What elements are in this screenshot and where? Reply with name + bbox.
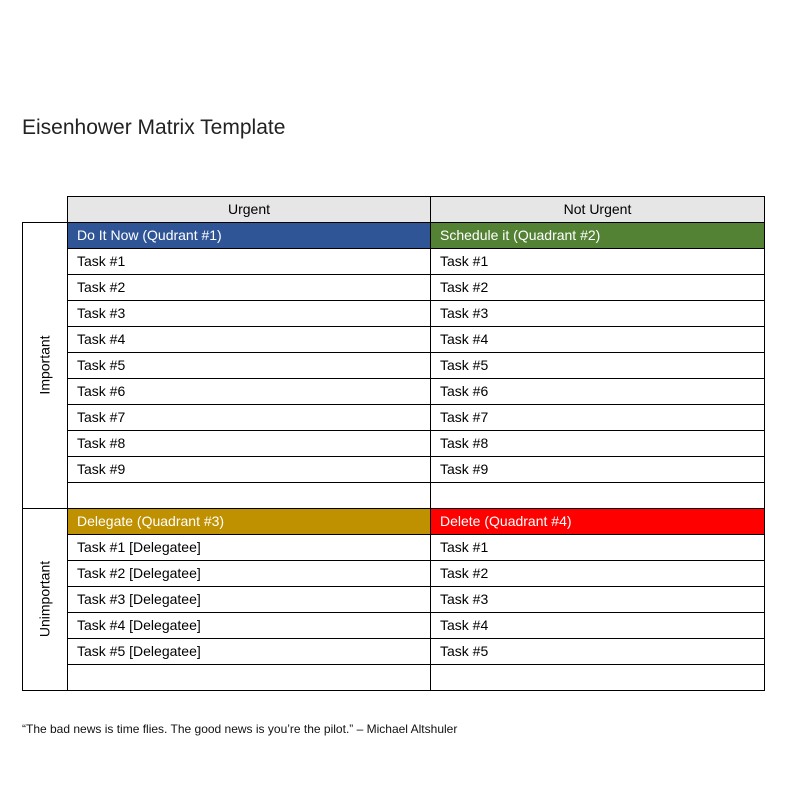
page-title: Eisenhower Matrix Template <box>22 116 286 139</box>
q3-task[interactable]: Task #3 [Delegatee] <box>68 586 431 612</box>
quadrant-header-row-bottom <box>23 508 765 534</box>
q1-task[interactable]: Task #6 <box>68 378 431 404</box>
table-row <box>23 534 765 560</box>
row-label-unimportant: Unimportant <box>36 560 53 638</box>
q1-task[interactable]: Task #3 <box>68 300 431 326</box>
quadrant-1-header: Do It Now (Qudrant #1) <box>68 222 431 248</box>
q2-task[interactable]: Task #7 <box>431 404 765 430</box>
table-row <box>23 274 765 300</box>
q4-task[interactable]: Task #5 <box>431 638 765 664</box>
q1-task[interactable]: Task #2 <box>68 274 431 300</box>
q2-task[interactable]: Task #4 <box>431 326 765 352</box>
quote-text: “The bad news is time flies. The good news is you’re the pilot.” – Michael Altshuler <box>22 722 458 736</box>
q2-task[interactable]: Task #8 <box>431 430 765 456</box>
table-row-empty <box>23 482 765 508</box>
row-label-important: Important <box>36 335 53 395</box>
table-row <box>23 586 765 612</box>
q1-task[interactable]: Task #5 <box>68 352 431 378</box>
q2-task[interactable]: Task #2 <box>431 274 765 300</box>
table-row <box>23 456 765 482</box>
q4-task[interactable]: Task #2 <box>431 560 765 586</box>
q3-task[interactable]: Task #5 [Delegatee] <box>68 638 431 664</box>
quadrant-2-header: Schedule it (Quadrant #2) <box>431 222 765 248</box>
quadrant-header-row-top <box>23 222 765 248</box>
q4-empty-cell[interactable] <box>431 664 765 690</box>
row-header-important <box>23 222 68 508</box>
table-row <box>23 430 765 456</box>
q3-task[interactable]: Task #4 [Delegatee] <box>68 612 431 638</box>
table-row <box>23 326 765 352</box>
q4-task[interactable]: Task #4 <box>431 612 765 638</box>
table-row <box>23 378 765 404</box>
row-header-unimportant <box>23 508 68 690</box>
column-header-not-urgent: Not Urgent <box>431 197 765 223</box>
table-row-empty <box>23 664 765 690</box>
q3-task[interactable]: Task #1 [Delegatee] <box>68 534 431 560</box>
q4-task[interactable]: Task #3 <box>431 586 765 612</box>
quadrant-4-header: Delete (Quadrant #4) <box>431 508 765 534</box>
quadrant-3-header: Delegate (Quadrant #3) <box>68 508 431 534</box>
q2-task[interactable]: Task #5 <box>431 352 765 378</box>
q1-task[interactable]: Task #1 <box>68 248 431 274</box>
eisenhower-matrix <box>22 196 765 691</box>
q1-task[interactable]: Task #7 <box>68 404 431 430</box>
table-row <box>23 300 765 326</box>
table-row <box>23 638 765 664</box>
table-row <box>23 248 765 274</box>
column-header-urgent: Urgent <box>68 197 431 223</box>
q3-task[interactable]: Task #2 [Delegatee] <box>68 560 431 586</box>
q2-task[interactable]: Task #9 <box>431 456 765 482</box>
q2-task[interactable]: Task #1 <box>431 248 765 274</box>
header-row <box>23 197 765 223</box>
q3-empty-cell[interactable] <box>68 664 431 690</box>
q1-task[interactable]: Task #9 <box>68 456 431 482</box>
table-row <box>23 404 765 430</box>
table-row <box>23 612 765 638</box>
q1-task[interactable]: Task #4 <box>68 326 431 352</box>
q1-empty-cell[interactable] <box>68 482 431 508</box>
q2-task[interactable]: Task #3 <box>431 300 765 326</box>
matrix-table <box>22 196 765 691</box>
corner-cell <box>23 197 68 223</box>
q2-task[interactable]: Task #6 <box>431 378 765 404</box>
q4-task[interactable]: Task #1 <box>431 534 765 560</box>
table-row <box>23 352 765 378</box>
table-row <box>23 560 765 586</box>
q1-task[interactable]: Task #8 <box>68 430 431 456</box>
q2-empty-cell[interactable] <box>431 482 765 508</box>
